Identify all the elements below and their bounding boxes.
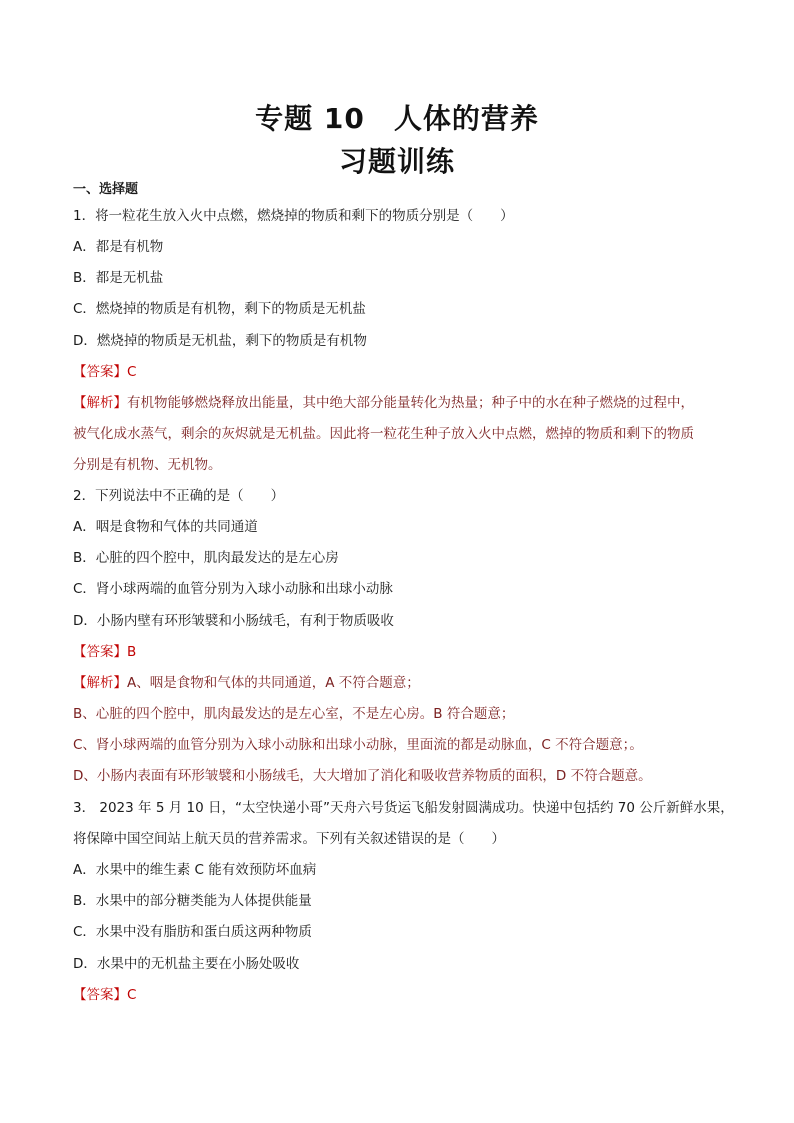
question-3-option-c: C．水果中没有脂肪和蛋白质这两种物质 [73,924,312,940]
question-3-option-b: B．水果中的部分糖类能为人体提供能量 [73,893,312,909]
answer-value: B [127,644,137,660]
question-2-explanation-line-1 [73,674,733,692]
answer-tag: 【答案】 [73,644,127,660]
question-2-option-a: A．咽是食物和气体的共同通道 [73,519,258,535]
question-2-explanation-line-3: C、肾小球两端的血管分别为入球小动脉和出球小动脉，里面流的都是动脉血，C 不符合题意；。 [73,737,643,753]
answer-tag: 【答案】 [73,987,127,1003]
section-heading: 一、选择题 [73,182,139,197]
question-2-option-d: D．小肠内壁有环形皱襞和小肠绒毛，有利于物质吸收 [73,613,394,629]
question-3-answer [73,986,733,1004]
question-3-stem-line-2: 将保障中国空间站上航天员的营养需求。下列有关叙述错误的是（ ） [73,831,505,847]
question-1-stem: 1．将一粒花生放入火中点燃，燃烧掉的物质和剩下的物质分别是（ ） [73,208,514,224]
question-3-stem-line-1: 3． 2023 年 5 月 10 日，“太空快递小哥”天舟六号货运飞船发射圆满成功。快递中包括约 70 公斤新鲜水果， [73,800,734,816]
question-2-option-b: B．心脏的四个腔中，肌肉最发达的是左心房 [73,550,339,566]
question-1-explanation-line-3: 分别是有机物、无机物。 [73,457,222,473]
page-title: 专题 10 人体的营养 [255,102,539,135]
explanation-text: 有机物能够燃烧释放出能量，其中绝大部分能量转化为热量；种子中的水在种子燃烧的过程中， [127,395,694,411]
question-1-option-d: D．燃烧掉的物质是无机盐，剩下的物质是有机物 [73,333,367,349]
question-1-explanation-line-2: 被气化成水蒸气，剩余的灰烬就是无机盐。因此将一粒花生种子放入火中点燃，燃掉的物质和剩下的物质 [73,426,694,442]
question-3-option-d: D．水果中的无机盐主要在小肠处吸收 [73,956,300,972]
question-1-option-b: B．都是无机盐 [73,270,164,286]
explanation-tag: 【解析】 [73,675,127,691]
question-2-stem: 2．下列说法中不正确的是（ ） [73,488,285,504]
answer-value: C [127,364,137,380]
answer-tag: 【答案】 [73,364,127,380]
explanation-tag: 【解析】 [73,395,127,411]
question-1-option-a: A．都是有机物 [73,239,164,255]
question-2-explanation-line-4: D、小肠内表面有环形皱襞和小肠绒毛，大大增加了消化和吸收营养物质的面积，D 不符合题意。 [73,768,652,784]
question-3-option-a: A．水果中的维生素 C 能有效预防坏血病 [73,862,317,878]
question-2-explanation-line-2: B、心脏的四个腔中，肌肉最发达的是左心室，不是左心房。B 符合题意； [73,706,515,722]
question-1-explanation-line-1 [73,394,733,412]
page-subtitle: 习题训练 [338,145,455,178]
explanation-text: A、咽是食物和气体的共同通道，A 不符合题意； [127,675,420,691]
question-2-option-c: C．肾小球两端的血管分别为入球小动脉和出球小动脉 [73,581,393,597]
question-1-answer [73,363,733,381]
question-1-option-c: C．燃烧掉的物质是有机物，剩下的物质是无机盐 [73,301,366,317]
answer-value: C [127,987,137,1003]
question-2-answer [73,643,733,661]
